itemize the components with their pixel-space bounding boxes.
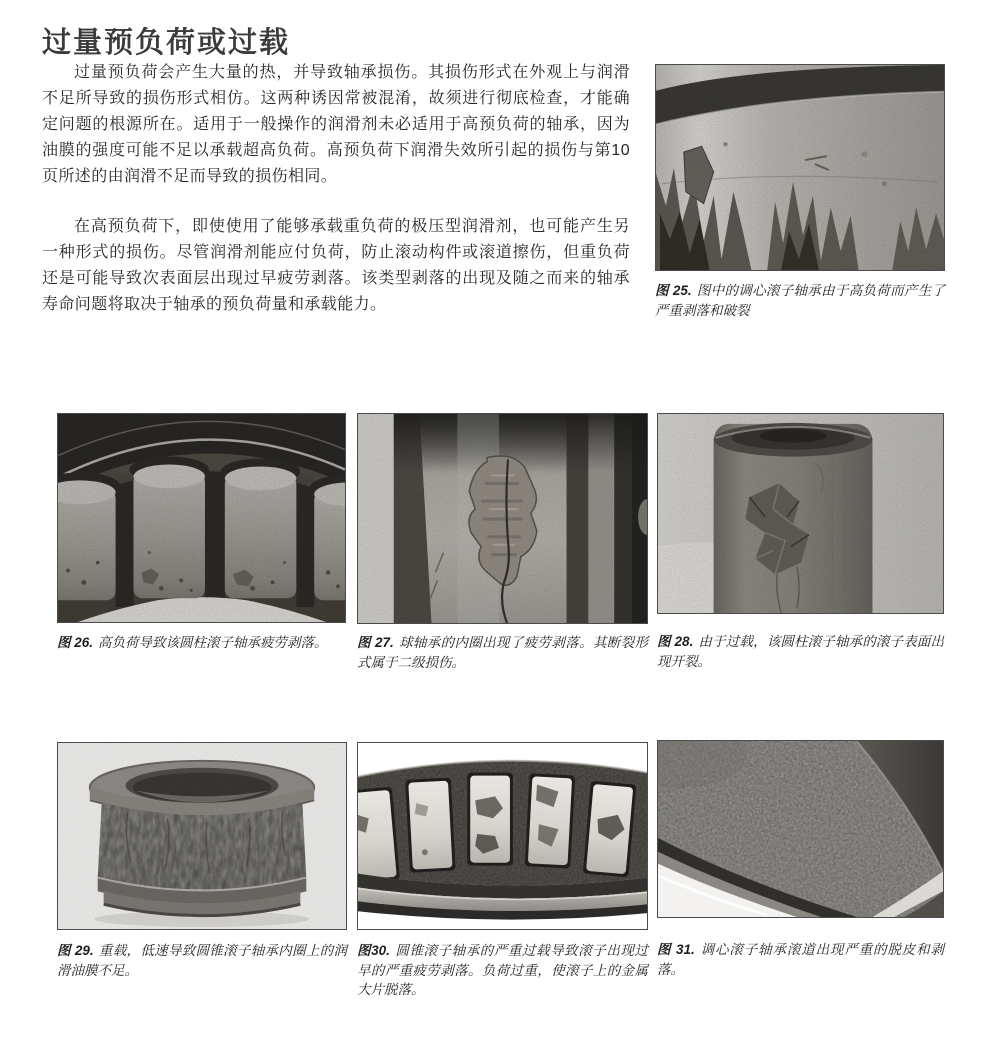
figure-29-caption: [57, 941, 347, 980]
figure-31-caption-text: 调心滚子轴承滚道出现严重的脱皮和剥落。: [657, 942, 945, 977]
figure-30-label: 图30.: [357, 943, 390, 958]
figure-29-image: [57, 742, 347, 930]
figure-29-caption-text: 重载，低速导致圆锥滚子轴承内圈上的润滑油膜不足。: [57, 943, 347, 978]
figure-28-label: 图 28.: [657, 634, 694, 649]
figure-29: [57, 742, 347, 980]
figure-31-image: [657, 740, 944, 918]
figure-31: [657, 740, 944, 979]
figure-28-image: [657, 413, 944, 614]
figure-26: [57, 413, 346, 653]
figure-26-image: [57, 413, 346, 623]
figure-25: [655, 64, 945, 320]
figure-27-label: 图 27.: [357, 635, 394, 650]
figure-28-caption: [657, 632, 944, 671]
body-paragraph-1: 过量预负荷会产生大量的热，并导致轴承损伤。其损伤形式在外观上与润滑不足所导致的损伤形式相仿。这两种诱因常被混淆，故须进行彻底检查，才能确定问题的根源所在。适用于一般操作的润滑剂未必适用于高预负荷的轴承，因为油膜的强度可能不足以承载超高负荷。高预负荷下润滑失效所引起的损伤与第10页所述的由润滑不足而导致的损伤相同。: [42, 64, 630, 185]
figure-26-caption-text: 高负荷导致该圆柱滚子轴承疲劳剥落。: [98, 635, 328, 650]
figure-28-caption-text: 由于过载，该圆柱滚子轴承的滚子表面出现开裂。: [657, 634, 944, 669]
figure-30-image: [357, 742, 648, 930]
figure-30-caption: [357, 941, 648, 1000]
figure-25-caption: [655, 281, 945, 320]
figure-31-caption: [657, 940, 944, 979]
figure-28: [657, 413, 944, 671]
figure-30: [357, 742, 648, 1000]
figure-25-image: [655, 64, 945, 271]
figure-30-caption-text: 圆锥滚子轴承的严重过载导致滚子出现过早的严重疲劳剥落。负荷过重，使滚子上的金属大片脱落。: [357, 943, 648, 997]
body-paragraph-2: 在高预负荷下，即使使用了能够承载重负荷的极压型润滑剂，也可能产生另一种形式的损伤。尽管润滑剂能应付负荷，防止滚动构件或滚道擦伤，但重负荷还是可能导致次表面层出现过早疲劳剥落。该类型剥落的出现及随之而来的轴承寿命问题将取决于轴承的预负荷量和承载能力。: [42, 218, 630, 313]
figure-27-image: [357, 413, 648, 624]
figure-25-caption-text: 图中的调心滚子轴承由于高负荷而产生了严重剥落和破裂: [655, 283, 945, 318]
figure-31-label: 图 31.: [657, 942, 695, 957]
figure-25-label: 图 25.: [655, 283, 692, 298]
figure-27-caption-text: 球轴承的内圈出现了疲劳剥落。其断裂形式属于二级损伤。: [357, 635, 648, 670]
figure-27-caption: [357, 633, 648, 672]
figure-26-caption: [57, 633, 346, 653]
figure-26-label: 图 26.: [57, 635, 94, 650]
page-title: 过量预负荷或过载: [42, 27, 291, 59]
figure-29-label: 图 29.: [57, 943, 94, 958]
figure-27: [357, 413, 648, 672]
